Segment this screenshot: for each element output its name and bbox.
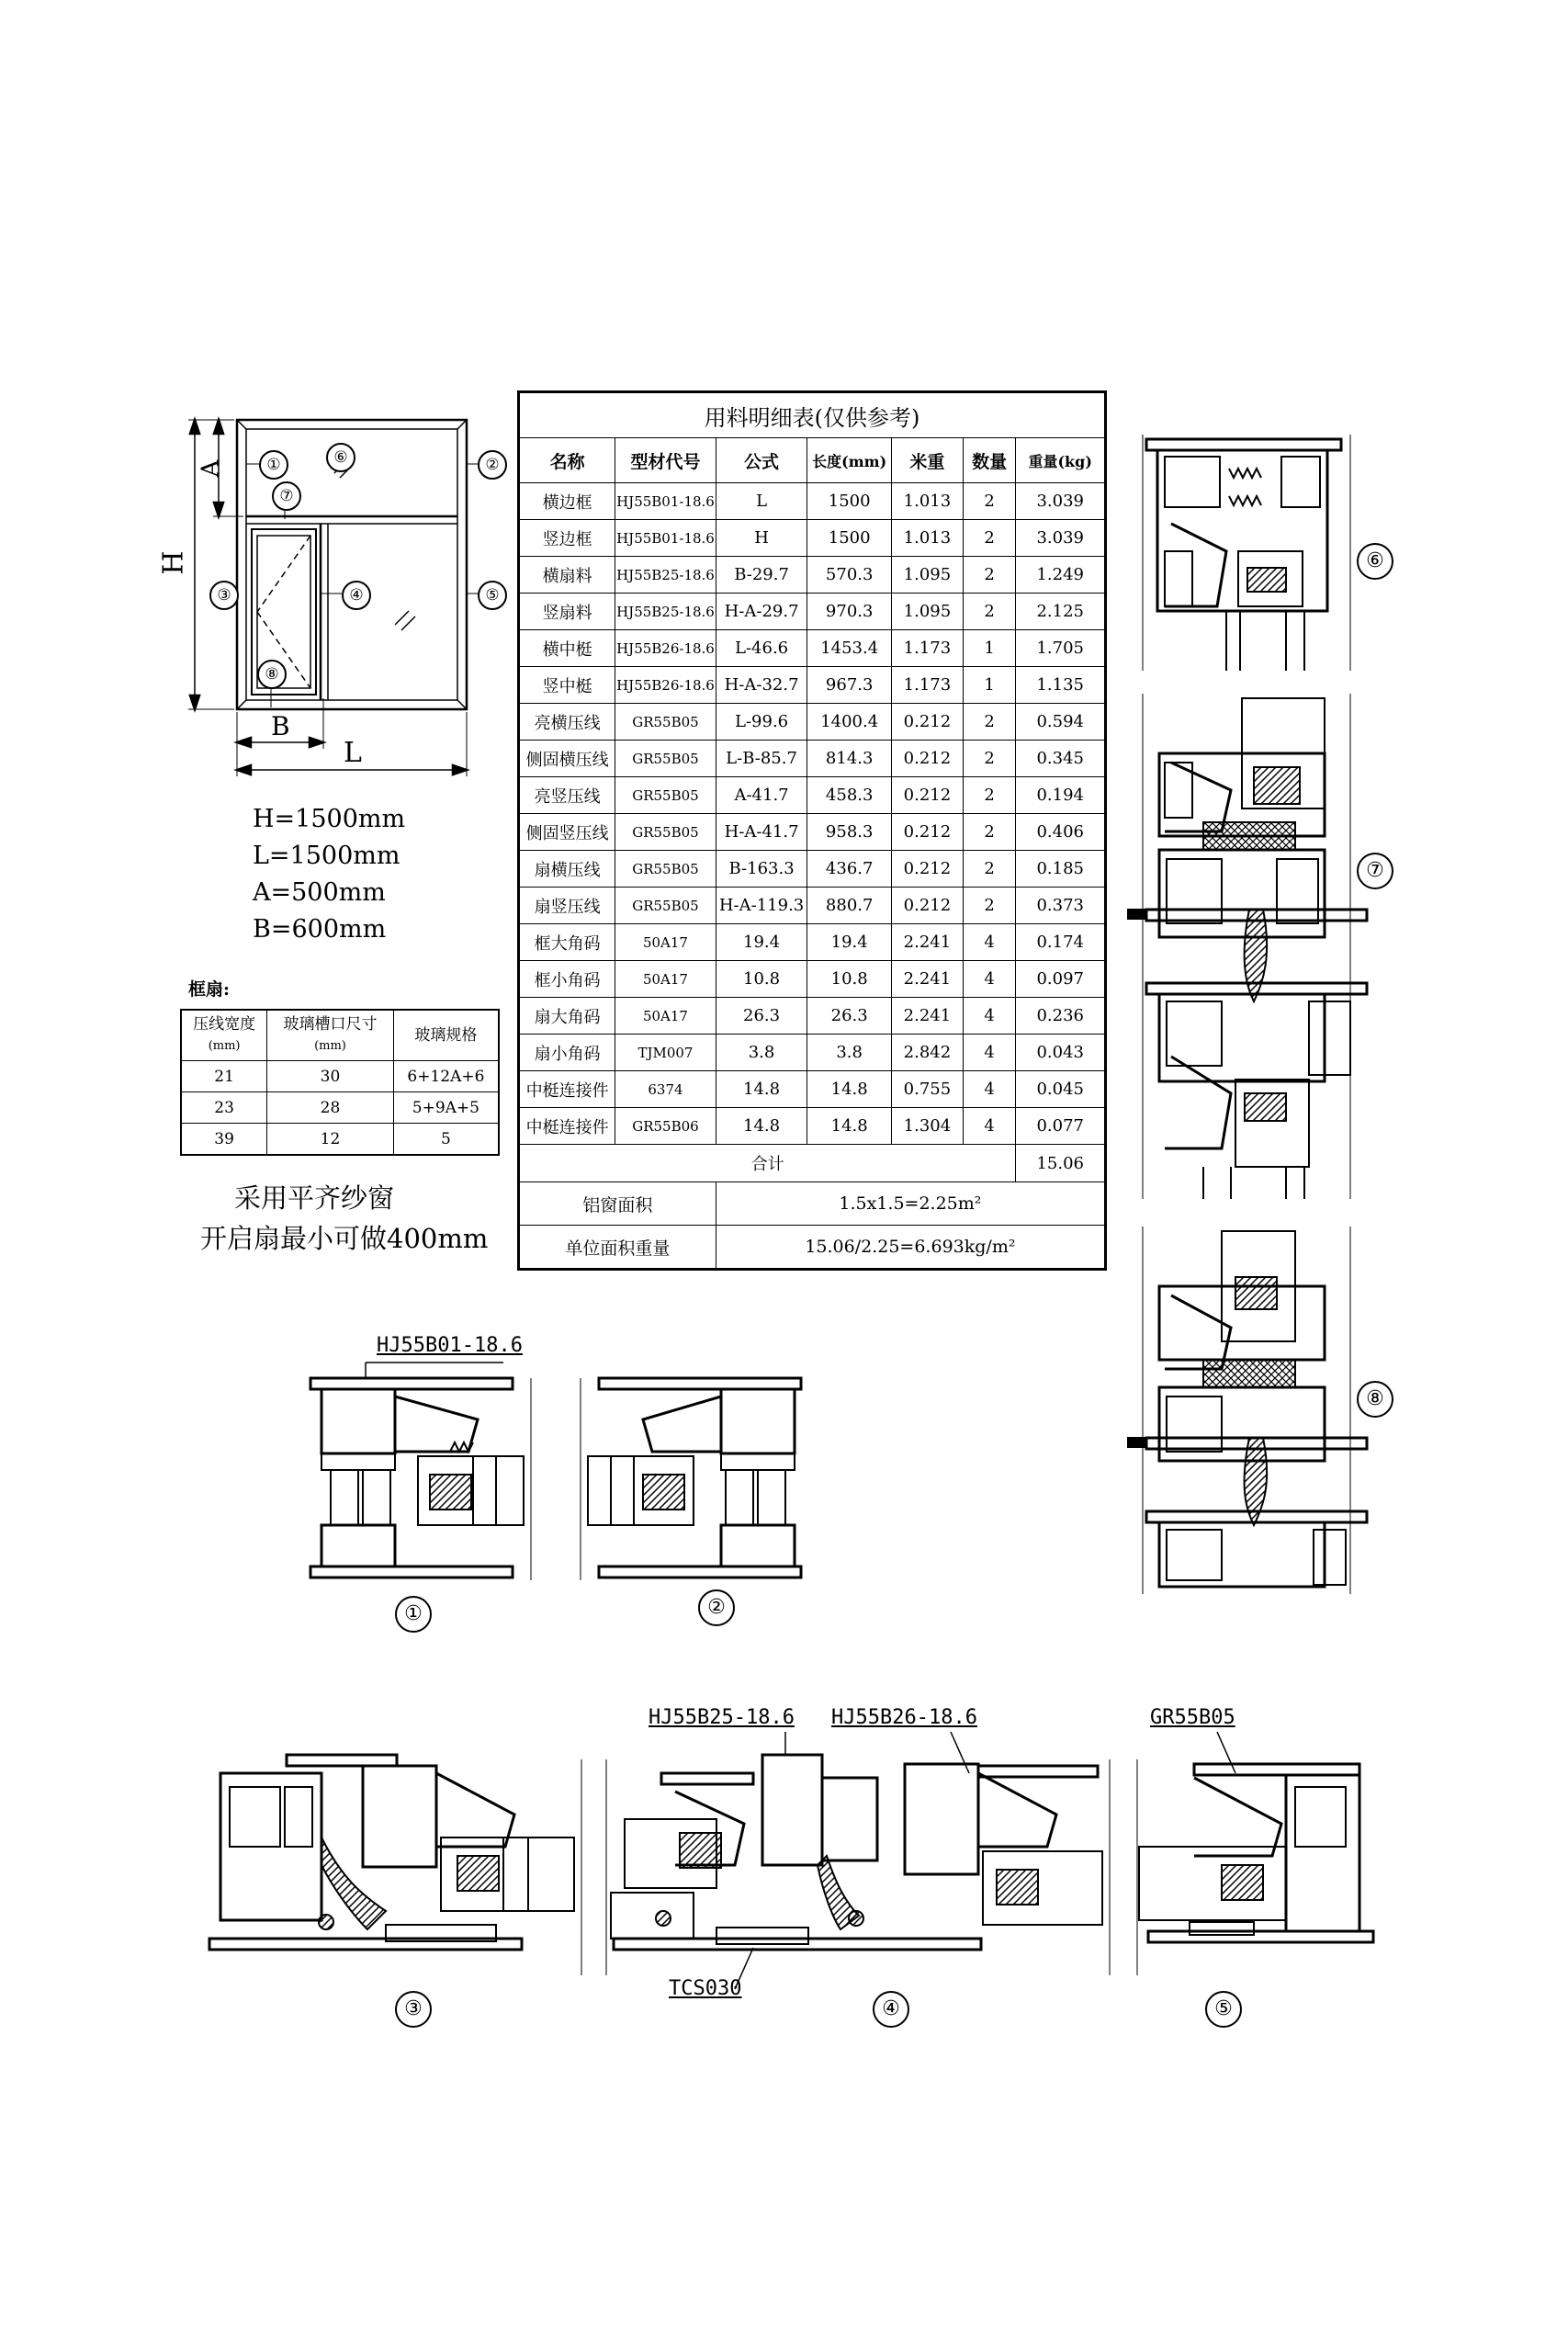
table-row: 亮竖压线 GR55B05 A-41.7 458.3 0.212 2 0.194 [519,777,1106,814]
section-marker-1: ① [395,1596,432,1633]
table-row: 扇小角码 TJM007 3.8 3.8 2.842 4 0.043 [519,1035,1106,1071]
total-label: 合计 [519,1145,1016,1182]
label-gr55b05: GR55B05 [1150,1706,1235,1729]
table-row: 亮横压线 GR55B05 L-99.6 1400.4 0.212 2 0.594 [519,704,1106,741]
unit-weight-label: 单位面积重量 [519,1226,716,1270]
table-row: 39 12 5 [181,1124,499,1156]
note-screen: 采用平齐纱窗 [234,1182,395,1214]
marker-1: ① [259,450,288,480]
table-row: 横中梃 HJ55B26-18.6 L-46.6 1453.4 1.173 1 1.705 [519,630,1106,667]
table-row: 23 28 5+9A+5 [181,1092,499,1124]
area-value: 1.5x1.5=2.25m² [716,1182,1105,1226]
section-marker-2: ② [698,1589,735,1626]
dim-a-label: A [197,459,225,478]
table-row: 横扇料 HJ55B25-18.6 B-29.7 570.3 1.095 2 1.249 [519,557,1106,594]
label-tcs030: TCS030 [669,1977,742,2000]
glass-header-3: 玻璃规格 [393,1010,499,1061]
table-row: 竖边框 HJ55B01-18.6 H 1500 1.013 2 3.039 [519,520,1106,557]
area-label: 铝窗面积 [519,1182,716,1226]
marker-2: ② [478,450,507,480]
table-row: 竖中梃 HJ55B26-18.6 H-A-32.7 967.3 1.173 1 1.135 [519,667,1106,704]
section-marker-8: ⑧ [1357,1381,1393,1418]
glass-header-2: 玻璃槽口尺寸 (mm) [267,1010,394,1061]
section-marker-5: ⑤ [1205,1991,1242,2028]
spec-b: B=600mm [253,915,387,944]
note-min-sash: 开启扇最小可做400mm [200,1223,489,1254]
label-hj55b25: HJ55B25-18.6 [649,1706,795,1729]
glass-header-1: 压线宽度 (mm) [181,1010,267,1061]
marker-7: ⑦ [272,481,301,511]
total-value: 15.06 [1016,1145,1106,1182]
dim-h-label: H [157,550,190,575]
table-row: 扇大角码 50A17 26.3 26.3 2.241 4 0.236 [519,998,1106,1035]
table-row: 侧固竖压线 GR55B05 H-A-41.7 958.3 0.212 2 0.406 [519,814,1106,851]
table-row: 侧固横压线 GR55B05 L-B-85.7 814.3 0.212 2 0.345 [519,741,1106,777]
section-marker-6: ⑥ [1357,543,1393,580]
table-row: 中梃连接件 6374 14.8 14.8 0.755 4 0.045 [519,1071,1106,1108]
table-row: 横边框 HJ55B01-18.6 L 1500 1.013 2 3.039 [519,483,1106,520]
section-marker-7: ⑦ [1357,853,1393,889]
marker-6: ⑥ [326,443,355,472]
material-table: 用料明细表(仅供参考) 名称 型材代号 公式 长度(mm) 米重 数量 重量(kg) 横边框 HJ55B01-18.6 L 1500 1.013 2 3.039 竖边框 HJ55B01-18.6 H 1500 1.013 2 3.039 横扇料 HJ55B25-18.6 B-29.7 570.3 1.095 2 1.249 竖扇料 HJ55B25-18.6 H-A-29.7 970.3 1.095 2 2.125 横中梃 HJ55B26-18.6 L-46.6 1453.4 1.173 1 1.705 竖中梃 HJ55B26-18.6 H-A-32.7 967.3 1.173 1 1.135 亮横压线 GR55B05 L-99.6 1400.4 0.212 2 0.594 侧固横压线 GR55B05 L-B-85.7 814.3 0.212 2 0.345 亮竖压线 GR55B05 A-41.7 458.3 0.212 2 0.194 侧固竖压线 GR55B05 H-A-41.7 958.3 0.212 2 0.406 扇横压线 GR55B05 B-163.3 436.7 0.212 2 0.185 扇竖压线 GR55B05 H-A-119.3 880.7 0.212 2 0.373 框大角码 50A17 19.4 19.4 2.241 4 0.174 框小角码 50A17 10.8 10.8 2.241 4 0.097 扇大角码 50A17 26.3 26.3 2.241 4 0.236 扇小角码 TJM007 3.8 3.8 2.842 4 0.043 中梃连接件 6374 14.8 14.8 0.755 4 0.045 中梃连接件 GR55B06 14.8 14.8 1.304 4 0.077 合计 15.06 铝窗面积 1.5x1.5=2.25m² 单位面积重量 15.06/2.25=6.693kg/m² [517,390,1107,1271]
spec-h: H=1500mm [253,805,406,833]
table-row: 中梃连接件 GR55B06 14.8 14.8 1.304 4 0.077 [519,1108,1106,1145]
section-marker-3: ③ [395,1991,432,2028]
spec-a: A=500mm [253,878,386,907]
unit-weight-value: 15.06/2.25=6.693kg/m² [716,1226,1105,1270]
table-row: 21 30 6+12A+6 [181,1061,499,1092]
table-row: 框大角码 50A17 19.4 19.4 2.241 4 0.174 [519,924,1106,961]
label-hj55b01: HJ55B01-18.6 [377,1334,523,1357]
spec-l: L=1500mm [253,842,400,870]
marker-4: ④ [342,581,371,610]
marker-5: ⑤ [478,581,507,610]
material-table-title: 用料明细表(仅供参考) [519,392,1106,438]
dim-b-label: B [271,711,290,741]
marker-3: ③ [209,581,239,610]
marker-8: ⑧ [257,660,287,689]
table-row: 扇竖压线 GR55B05 H-A-119.3 880.7 0.212 2 0.373 [519,888,1106,924]
sash-caption: 框扇: [188,979,231,1000]
table-row: 框小角码 50A17 10.8 10.8 2.241 4 0.097 [519,961,1106,998]
table-row: 扇横压线 GR55B05 B-163.3 436.7 0.212 2 0.185 [519,851,1106,888]
section-marker-4: ④ [873,1991,909,2028]
label-hj55b26: HJ55B26-18.6 [831,1706,977,1729]
dim-l-label: L [344,737,362,769]
table-row: 竖扇料 HJ55B25-18.6 H-A-29.7 970.3 1.095 2 2.125 [519,594,1106,630]
